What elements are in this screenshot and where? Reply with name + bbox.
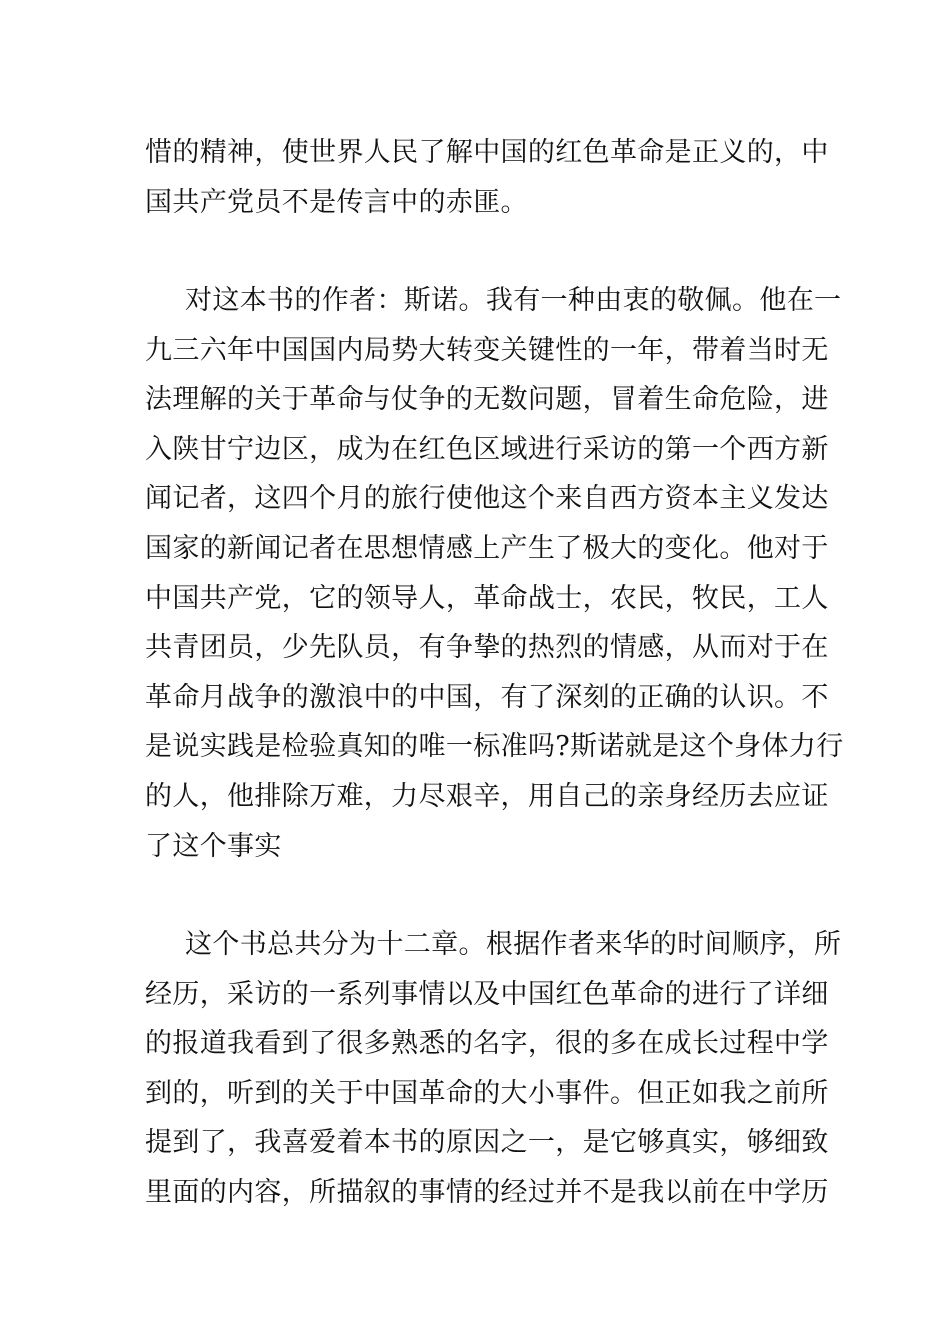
- paragraph-2: [145, 276, 844, 871]
- paragraph-line: 国共产党员不是传言中的赤匪。: [145, 186, 528, 218]
- paragraph-line: 的报道我看到了很多熟悉的名字，很的多在成长过程中学: [145, 1028, 829, 1060]
- paragraph-line: 经历，采访的一系列事情以及中国红色革命的进行了详细: [145, 978, 829, 1010]
- paragraph-line: 九三六年中国国内局势大转变关键性的一年，带着当时无: [145, 334, 829, 366]
- paragraph-line: 了这个事实: [145, 830, 282, 862]
- paragraph-line: 惜的精神，使世界人民了解中国的红色革命是正义的，中: [145, 137, 829, 168]
- paragraph-1: [145, 128, 829, 227]
- paragraph-line: 的人，他排除万难，力尽艰辛，用自己的亲身经历去应证: [145, 780, 829, 812]
- paragraph-line: 法理解的关于革命与仗争的无数问题，冒着生命危险，进: [145, 384, 829, 416]
- paragraph-line: 闻记者，这四个月的旅行使他这个来自西方资本主义发达: [145, 483, 829, 515]
- paragraph-line: 是说实践是检验真知的唯一标准吗?斯诺就是这个身体力行: [145, 731, 844, 763]
- paragraph-line: 里面的内容，所描叙的事情的经过并不是我以前在中学历: [145, 1176, 829, 1208]
- paragraph-line: 国家的新闻记者在思想情感上产生了极大的变化。他对于: [145, 532, 829, 564]
- paragraph-line: 到的，听到的关于中国革命的大小事件。但正如我之前所: [145, 1077, 829, 1109]
- paragraph-3: [145, 920, 842, 1218]
- paragraph-first-line: 对这本书的作者：斯诺。我有一种由衷的敬佩。他在一: [185, 285, 842, 316]
- paragraph-first-line: 这个书总共分为十二章。根据作者来华的时间顺序，所: [185, 929, 842, 960]
- paragraph-line: 入陕甘宁边区，成为在红色区域进行采访的第一个西方新: [145, 433, 829, 465]
- paragraph-line: 中国共产党，它的领导人，革命战士，农民，牧民，工人: [145, 582, 829, 614]
- paragraph-line: 革命月战争的激浪中的中国，有了深刻的正确的认识。不: [145, 681, 829, 713]
- paragraph-line: 共青团员，少先队员，有争挚的热烈的情感，从而对于在: [145, 632, 829, 664]
- paragraph-line: 提到了，我喜爱着本书的原因之一，是它够真实，够细致: [145, 1127, 829, 1159]
